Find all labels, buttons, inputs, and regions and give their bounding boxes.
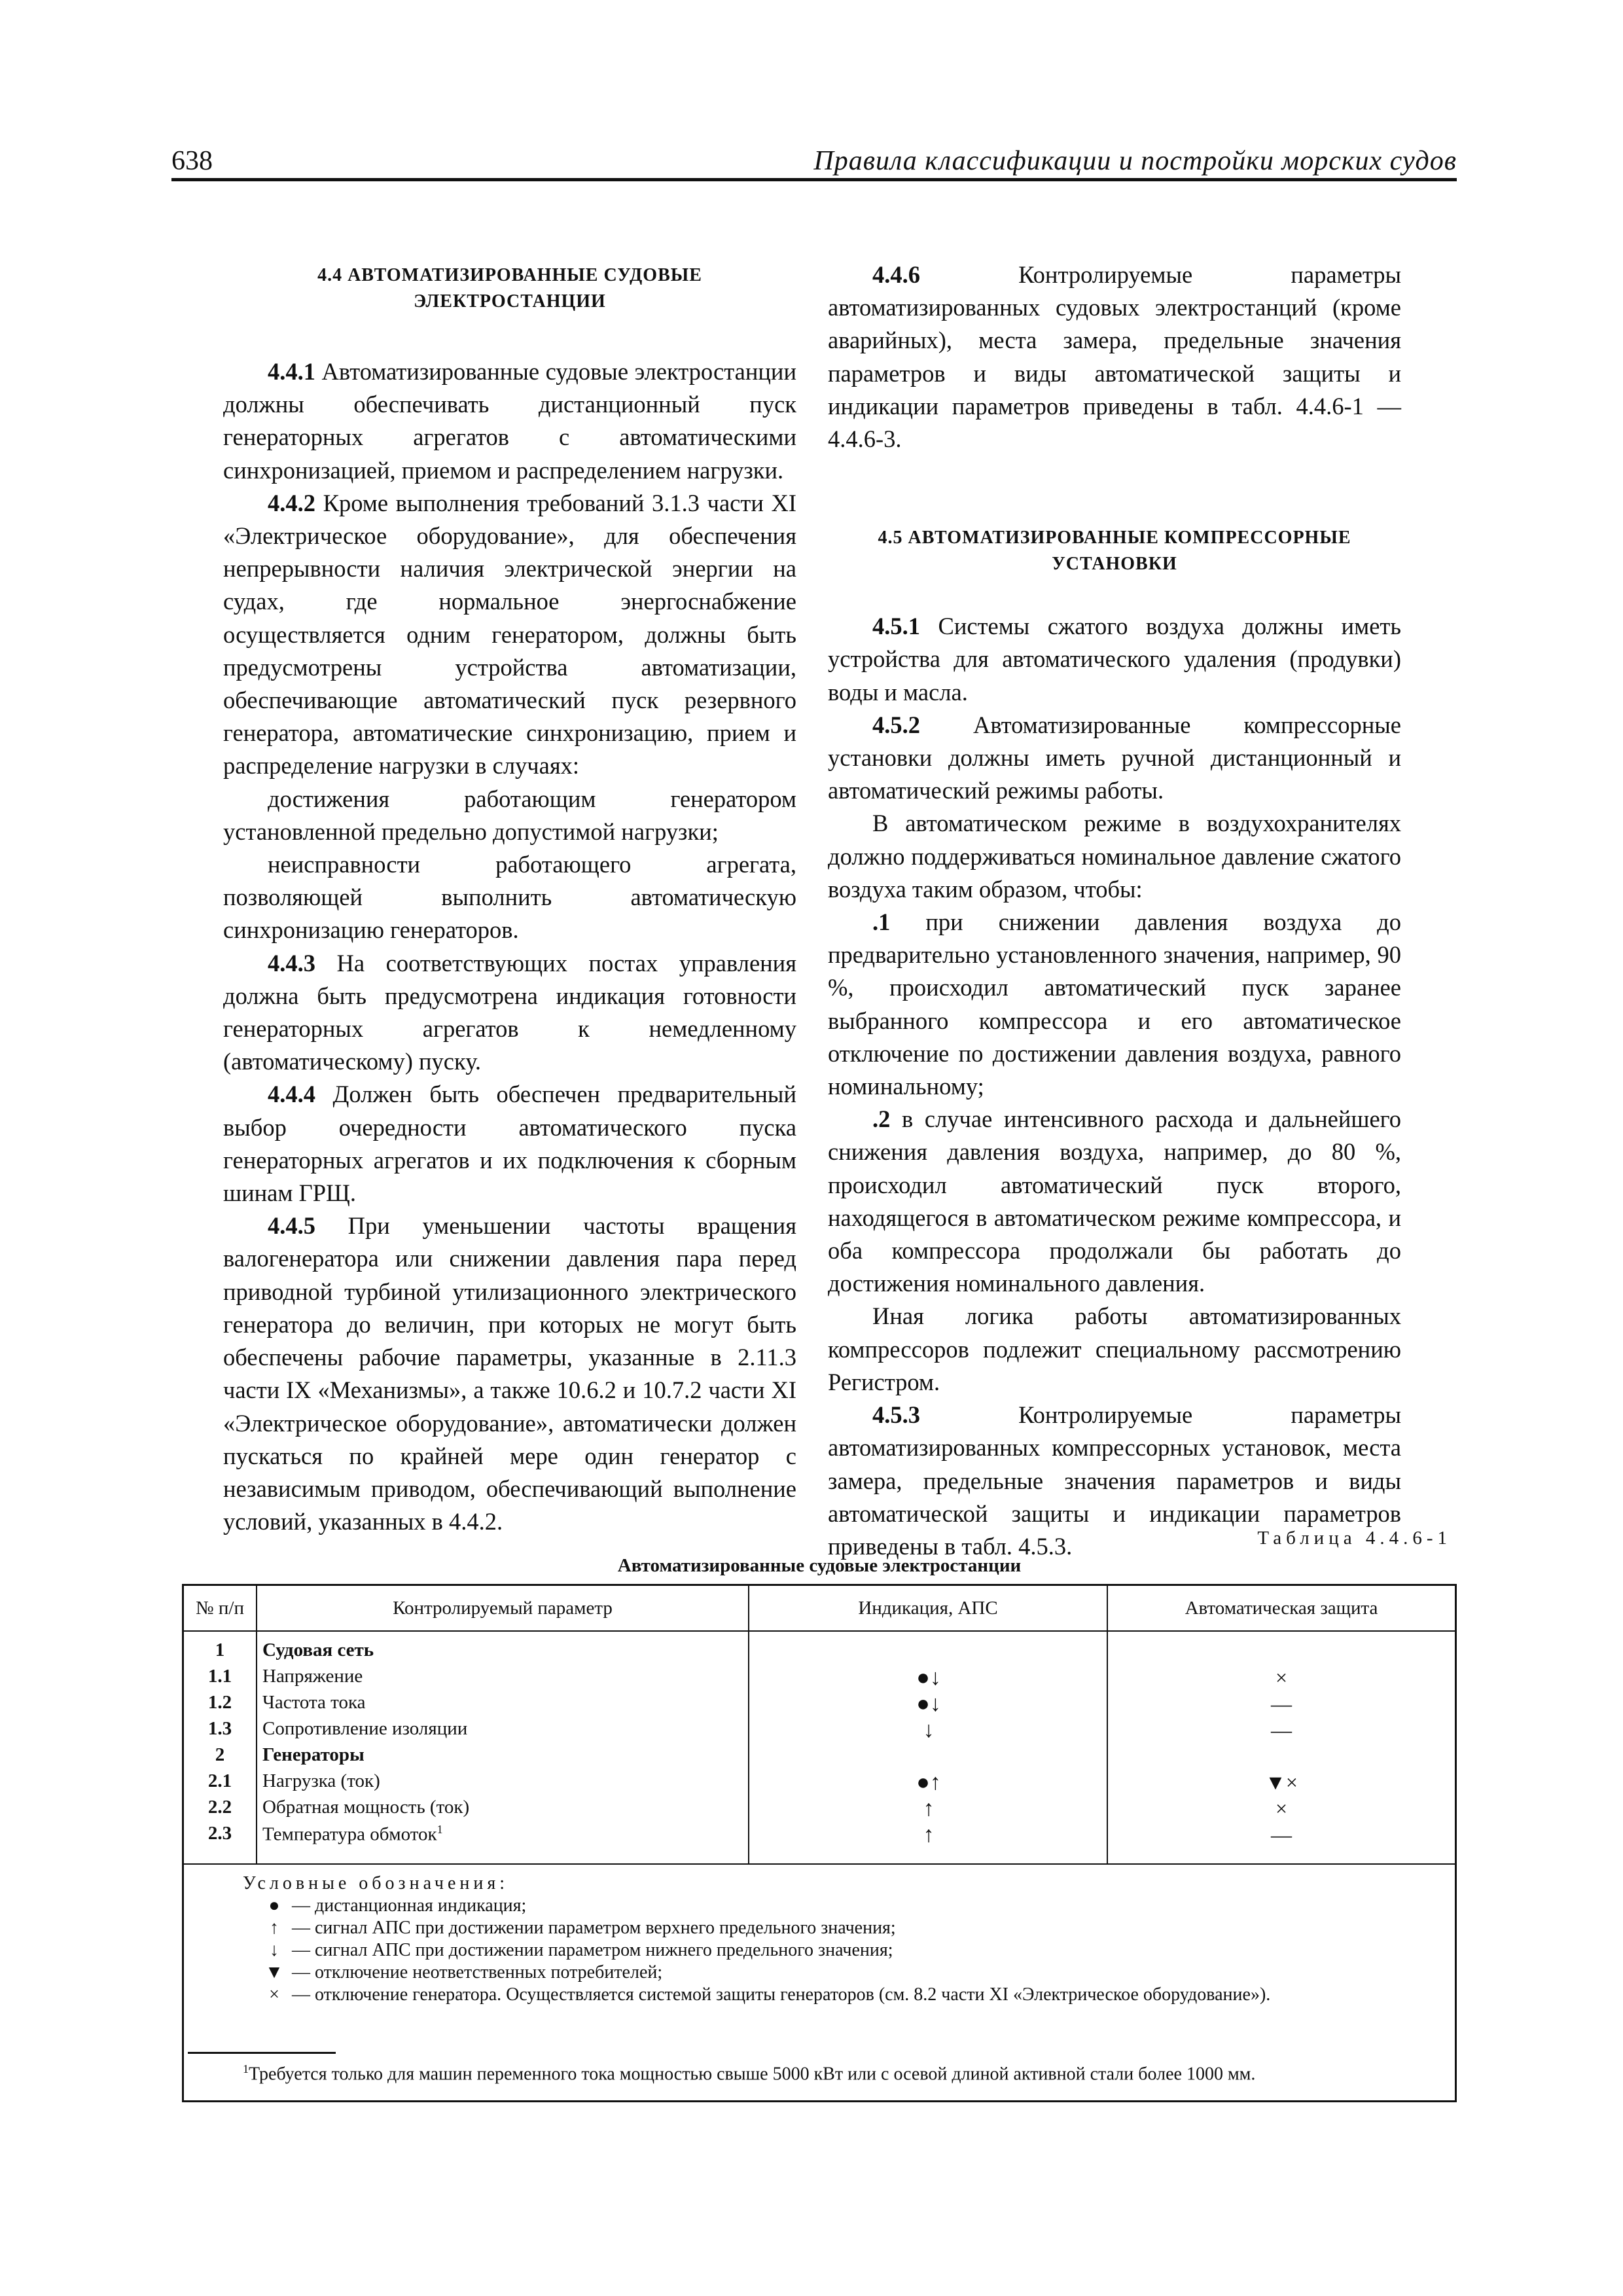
page-number: 638 (171, 146, 213, 176)
row-indication: ↓ (923, 1718, 935, 1742)
footnote (243, 2062, 1255, 2085)
row-num: 2.3 (207, 1823, 232, 1844)
clause-text: Автоматизированные судовые электростанции должны обеспечивать дистанционный пуск генераторных агрегатов с автоматическими синхронизацией, приемом и распределением нагрузки. (223, 358, 796, 484)
header-num: № п/п (195, 1597, 244, 1619)
cross-icon: × (269, 1984, 279, 2005)
legend-item (190, 1984, 1447, 2006)
clause-number: 4.5.2 (872, 711, 920, 738)
paragraph-4-4-2 (223, 487, 796, 783)
table-row (184, 1718, 1455, 1744)
row-indication: ●↓ (916, 1666, 941, 1690)
row-num: 1.2 (207, 1692, 232, 1713)
clause-text: Должен быть обеспечен предварительный выбор очередности автоматического пуска генераторных агрегатов и их подключения к сборным шинам ГРЩ. (223, 1081, 796, 1207)
row-protection: — (1271, 1718, 1292, 1742)
section-title-line: УСТАНОВКИ (1052, 554, 1177, 575)
row-num: 2.1 (207, 1770, 232, 1791)
row-param: Сопротивление изоляции (262, 1718, 468, 1739)
row-indication: ↑ (923, 1823, 935, 1847)
table-row (184, 1666, 1455, 1692)
row-protection: × (1275, 1666, 1288, 1689)
right-column (828, 259, 1401, 1563)
paragraph-4-4-6 (828, 259, 1401, 456)
legend-text: — отключение неответственных потребителей; (292, 1962, 663, 1982)
header-parameter: Контролируемый параметр (393, 1597, 613, 1619)
clause-text: При уменьшении частоты вращения валогенератора или снижении давления пара перед приводной турбиной утилизационного электрического генератора до величин, при которых не могут быть обеспечены рабочие параметры, указанные в 2.11.3 части IX «Механизмы», а также 10.6.2 и 10.7.2 части XI «Электрическое оборудование», автоматически должен пускаться по крайней мере один генератор с независимым приводом, обеспечивающий выполнение условий, указанных в 4.4.2. (223, 1212, 796, 1535)
paragraph-4-4-4 (223, 1078, 796, 1210)
row-param: Обратная мощность (ток) (262, 1797, 470, 1818)
legend (190, 1873, 1447, 2006)
table-label: Таблица 4.4.6-1 (1257, 1528, 1452, 1549)
legend-item (261, 1895, 1447, 1917)
legend-item (261, 1962, 1447, 1984)
row-protection: × (1275, 1797, 1288, 1820)
clause-text: Автоматизированные компрессорные установки должны иметь ручной дистанционный и автоматический режимы работы. (828, 711, 1401, 804)
row-param: Частота тока (262, 1692, 366, 1713)
left-column (223, 259, 796, 1538)
legend-text: — дистанционная индикация; (292, 1895, 527, 1916)
footnote-rule (188, 2052, 336, 2054)
item-number: .1 (872, 908, 891, 936)
item-text: при снижении давления воздуха до предварительно установленного значения, например, 90 %, происходил автоматический пуск заранее выбранного компрессора и его автоматическое отключение по достижении давления воздуха, равного номинальному; (828, 908, 1401, 1100)
header-indication: Индикация, АПС (858, 1597, 998, 1619)
row-num: 2.2 (207, 1797, 232, 1818)
item-number: .2 (872, 1105, 891, 1133)
param-text: Температура обмоток (262, 1823, 437, 1845)
table-row (184, 1640, 1455, 1666)
legend-text: — отключение генератора. Осуществляется системой защиты генераторов (см. 8.2 части XI «Электрическое оборудование»). (292, 1984, 1271, 2005)
list-item: неисправности работающего агрегата, позволяющей выполнить автоматическую синхронизацию генераторов. (223, 851, 796, 944)
row-param: Судовая сеть (262, 1640, 374, 1660)
row-indication: ●↑ (916, 1770, 941, 1795)
table-row (184, 1823, 1455, 1849)
section-title-line: 4.5 АВТОМАТИЗИРОВАННЫЕ КОМПРЕССОРНЫЕ (878, 528, 1351, 548)
row-param: Нагрузка (ток) (262, 1770, 380, 1791)
row-num: 1.3 (207, 1718, 232, 1739)
row-indication: ↑ (923, 1797, 935, 1821)
row-protection: — (1271, 1823, 1292, 1846)
list-item: достижения работающим генератором установленной предельно допустимой нагрузки; (223, 785, 796, 845)
clause-text: Кроме выполнения требований 3.1.3 части XI «Электрическое оборудование», для обеспечения непрерывности наличия электрической энергии на судах, где нормальное энергоснабжение осуществляется одним генератором, должны быть предусмотрены устройства автоматизации, обеспечивающие автоматический пуск резервного генератора, автоматические синхронизацию, прием и распределение нагрузки в случаях: (223, 489, 796, 780)
clause-number: 4.4.2 (268, 489, 315, 516)
running-title: Правила классификации и постройки морских судов (813, 146, 1457, 176)
section-title-4-5 (828, 525, 1401, 577)
table-title: Автоматизированные судовые электростанции (617, 1555, 1022, 1576)
table-row (184, 1770, 1455, 1797)
clause-text: Системы сжатого воздуха должны иметь устройства для автоматического удаления (продувки) воды и масла. (828, 613, 1401, 706)
legend-text: — сигнал АПС при достижении параметром нижнего предельного значения; (292, 1940, 893, 1960)
row-protection: — (1271, 1692, 1292, 1715)
clause-number: 4.4.3 (268, 949, 315, 977)
paragraph-4-4-3 (223, 947, 796, 1079)
paragraph: Иная логика работы автоматизированных компрессоров подлежит специальному рассмотрению Регистром. (828, 1302, 1401, 1395)
legend-title: Условные обозначения: (243, 1873, 509, 1893)
clause-text: Контролируемые параметры автоматизированных судовых электростанций (кроме аварийных), места замера, предельные значения параметров и виды автоматической защиты и индикации параметров приведены в табл. 4.4.6-1 — 4.4.6-3. (828, 261, 1401, 453)
clause-number: 4.4.1 (268, 358, 315, 385)
legend-divider (184, 1863, 1455, 1865)
header-divider (184, 1630, 1455, 1632)
header-protection: Автоматическая защита (1185, 1597, 1378, 1619)
paragraph-4-5-1 (828, 610, 1401, 709)
row-protection: ▼× (1265, 1770, 1298, 1794)
clause-number: 4.4.6 (872, 261, 920, 288)
header-rule (171, 178, 1457, 181)
section-title-line: ЭЛЕКТРОСТАНЦИИ (414, 291, 606, 312)
clause-number: 4.4.5 (268, 1212, 315, 1240)
paragraph: В автоматическом режиме в воздухохранителях должно поддерживаться номинальное давление сжатого воздуха таким образом, чтобы: (828, 810, 1401, 903)
legend-text: — сигнал АПС при достижении параметром верхнего предельного значения; (292, 1918, 896, 1938)
paragraph-4-4-1 (223, 355, 796, 487)
clause-text: Контролируемые параметры автоматизированных компрессорных установок, места замера, предельные значения параметров и виды автоматической защиты и индикации параметров приведены в табл. 4.5.3. (828, 1401, 1401, 1560)
arrow-up-icon: ↑ (270, 1918, 279, 1938)
row-param: Напряжение (262, 1666, 363, 1687)
arrow-down-icon: ↓ (270, 1940, 279, 1960)
paragraph-4-5-2 (828, 709, 1401, 808)
triangle-down-icon: ▼ (265, 1962, 283, 1982)
legend-item (261, 1939, 1447, 1962)
section-title-line: 4.4 АВТОМАТИЗИРОВАННЫЕ СУДОВЫЕ (317, 265, 702, 285)
row-num: 1.1 (207, 1666, 232, 1687)
row-num: 1 (215, 1640, 225, 1660)
legend-item (261, 1917, 1447, 1939)
table-4-4-6-1 (182, 1584, 1457, 2102)
list-item-2 (828, 1103, 1401, 1300)
clause-number: 4.4.4 (268, 1081, 315, 1108)
table-row (184, 1744, 1455, 1770)
table-row (184, 1797, 1455, 1823)
item-text: в случае интенсивного расхода и дальнейшего снижения давления воздуха, например, до 80 %, происходил автоматический пуск второго, находящегося в автоматическом режиме компрессора, и оба компрессора продолжали бы работать до достижения номинального давления. (828, 1105, 1401, 1297)
footnote-text: Требуется только для машин переменного тока мощностью свыше 5000 кВт или с осевой длиной активной стали более 1000 мм. (249, 2064, 1256, 2085)
clause-number: 4.5.3 (872, 1401, 920, 1429)
paragraph-4-4-5 (223, 1210, 796, 1538)
clause-text: На соответствующих постах управления должна быть предусмотрена индикация готовности генераторных агрегатов к немедленному (автоматическому) пуску. (223, 949, 796, 1075)
row-param: Генераторы (262, 1744, 365, 1765)
footnote-mark: 1 (437, 1823, 443, 1836)
clause-number: 4.5.1 (872, 613, 920, 640)
list-item-1 (828, 906, 1401, 1103)
dot-icon: ● (268, 1895, 280, 1916)
section-title-4-4 (223, 262, 796, 315)
row-indication: ●↓ (916, 1692, 941, 1716)
footnote-mark: 1 (243, 2062, 249, 2075)
row-num: 2 (215, 1744, 225, 1765)
table-row (184, 1692, 1455, 1718)
